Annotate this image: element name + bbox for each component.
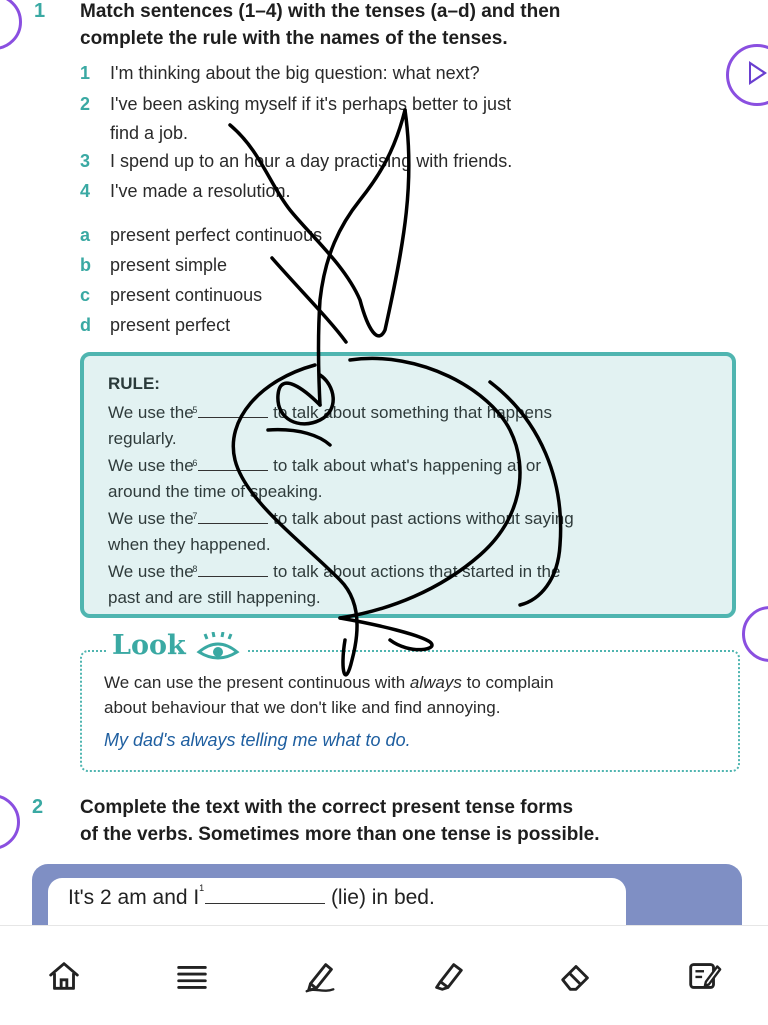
edit-note-button[interactable] (674, 946, 734, 1006)
exercise-1-title-line2: complete the rule with the names of the tenses. (80, 28, 508, 49)
eraser-tool-button[interactable] (546, 946, 606, 1006)
list-icon (173, 957, 211, 995)
rule-line-end: to talk about actions that started in the (273, 562, 561, 581)
tense-item (80, 251, 227, 280)
rule-line (108, 559, 720, 611)
highlighter-icon (429, 957, 467, 995)
eye-icon (195, 632, 241, 662)
exercise-2-text-end: (lie) in bed. (330, 886, 435, 909)
rule-line-start: We use the (108, 403, 194, 422)
answer-blank[interactable] (192, 509, 268, 524)
rule-line-end: to talk about what's happening at or (273, 456, 542, 475)
sentence-text-continued: find a job. (110, 123, 189, 143)
tense-text: present perfect continuous (110, 225, 323, 245)
sentence-item (80, 90, 511, 148)
exercise-1-number: 1 (34, 0, 46, 22)
sentence-item (80, 59, 480, 88)
left-tab-top[interactable] (0, 0, 22, 50)
blank-number: 8 (192, 564, 198, 574)
contents-button[interactable] (162, 946, 222, 1006)
eraser-icon (557, 957, 595, 995)
exercise-2-number: 2 (32, 796, 44, 818)
home-icon (45, 957, 83, 995)
sentence-text: I've made a resolution. (110, 181, 291, 201)
tense-letter: c (80, 285, 91, 305)
rule-line-continued: around the time of speaking. (108, 482, 323, 501)
tense-letter: b (80, 255, 91, 275)
rule-line-continued: when they happened. (108, 535, 271, 554)
exercise-2-text (68, 883, 435, 910)
rule-line-continued: regularly. (108, 429, 177, 448)
look-text-line1: We can use the present continuous with (104, 673, 406, 692)
right-tab-middle[interactable] (742, 606, 768, 662)
tense-letter: d (80, 315, 91, 335)
look-title-text: Look (112, 630, 186, 661)
exercise-2-title-line2: of the verbs. Sometimes more than one tense is possible. (80, 824, 600, 845)
look-text-line1-end: to complain (466, 673, 554, 692)
rule-line-continued: past and are still happening. (108, 588, 321, 607)
rule-line (108, 506, 720, 558)
pen-tool-button[interactable] (290, 946, 350, 1006)
sentence-number: 2 (80, 94, 91, 114)
answer-blank[interactable] (192, 562, 268, 577)
audio-play-button[interactable] (726, 44, 768, 106)
highlighter-tool-button[interactable] (418, 946, 478, 1006)
look-example: My dad's always telling me what to do. (104, 730, 411, 750)
tense-item (80, 221, 322, 250)
left-tab-bottom[interactable] (0, 794, 20, 850)
tense-letter: a (80, 225, 91, 245)
blank-number: 1 (199, 883, 205, 893)
sentence-item (80, 147, 512, 176)
rule-line-start: We use the (108, 456, 194, 475)
sentence-text: I'm thinking about the big question: what next? (110, 63, 480, 83)
tense-item (80, 281, 262, 310)
annotation-toolbar (0, 925, 768, 1025)
answer-blank[interactable] (192, 403, 268, 418)
sentence-number: 3 (80, 151, 91, 171)
rule-line (108, 400, 720, 452)
rule-line (108, 453, 720, 505)
rule-line-end: to talk about something that happens (273, 403, 552, 422)
tense-text: present continuous (110, 285, 263, 305)
exercise-1-title (80, 0, 740, 52)
rule-line-end: to talk about past actions without saying (273, 509, 574, 528)
exercise-2-title (80, 794, 750, 848)
rule-line-start: We use the (108, 562, 194, 581)
blank-number: 5 (192, 405, 198, 415)
blank-number: 6 (192, 458, 198, 468)
edit-note-icon (685, 957, 723, 995)
rule-line-start: We use the (108, 509, 194, 528)
look-title (106, 630, 247, 662)
rule-box (80, 352, 736, 618)
answer-blank[interactable] (192, 456, 268, 471)
look-text (104, 670, 724, 720)
blank-number: 7 (192, 511, 198, 521)
play-icon (749, 61, 767, 85)
tense-item (80, 311, 230, 340)
look-text-line2: about behaviour that we don't like and find annoying. (104, 698, 501, 717)
tense-text: present perfect (110, 315, 231, 335)
exercise-2-text-start: It's 2 am and I (68, 886, 200, 909)
look-text-always: always (409, 673, 462, 692)
sentence-item (80, 177, 291, 206)
pen-icon (301, 957, 339, 995)
sentence-number: 1 (80, 63, 91, 83)
rule-title: RULE: (108, 374, 160, 393)
tense-text: present simple (110, 255, 228, 275)
exercise-2-title-line1: Complete the text with the correct present tense forms (80, 797, 574, 818)
sentence-number: 4 (80, 181, 91, 201)
sentence-text: I've been asking myself if it's perhaps better to just (110, 94, 512, 114)
home-button[interactable] (34, 946, 94, 1006)
exercise-1-title-line1: Match sentences (1–4) with the tenses (a–d) and then (80, 1, 561, 22)
answer-blank[interactable] (199, 883, 325, 904)
sentence-text: I spend up to an hour a day practising with friends. (110, 151, 513, 171)
